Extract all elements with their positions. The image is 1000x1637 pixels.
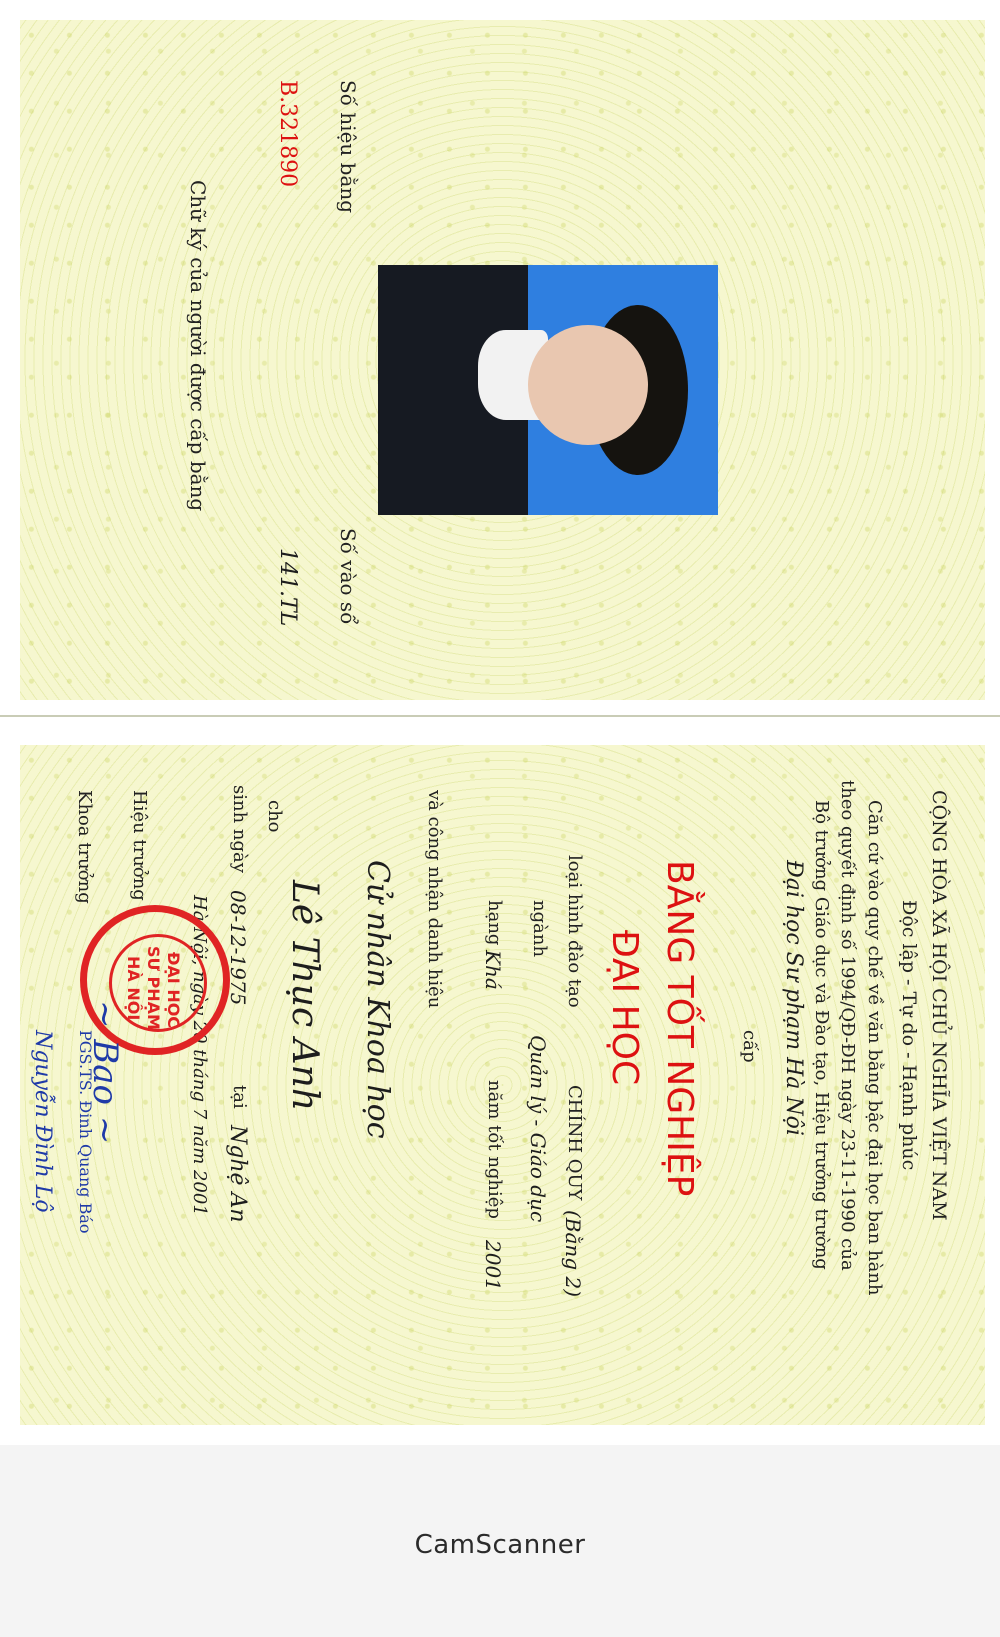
- signer-name: PGS.TS. Đinh Quang Báo: [76, 1030, 95, 1234]
- portrait-photo: [378, 265, 718, 515]
- principal-signature: ~ Bao ~: [85, 1000, 125, 1145]
- camscanner-brand: CamScanner: [414, 1530, 586, 1560]
- loai-hinh-note: (Bằng 2): [561, 1210, 585, 1297]
- diploma-title: BẰNG TỐT NGHIỆP: [659, 860, 700, 1197]
- legal-line-3: Bộ trưởng Giáo dục và Đào tạo, Hiệu trưởng trường: [811, 800, 832, 1270]
- cap-label: cấp: [739, 1030, 760, 1063]
- seal-line-1: ĐẠI HỌC: [164, 952, 183, 1029]
- noi-sinh-value: Nghệ An: [225, 1125, 250, 1223]
- danh-hieu-value: Cử nhân Khoa học: [360, 860, 395, 1139]
- loai-hinh-value: CHÍNH QUY: [564, 1085, 585, 1201]
- so-hieu-label: Số hiệu bằng: [336, 80, 360, 214]
- page-fold: [0, 715, 1000, 717]
- hieu-truong-label: Hiệu trưởng: [129, 790, 150, 901]
- chu-ky-label: Chữ ký của người được cấp bằng: [186, 180, 210, 512]
- diploma-subtitle: ĐẠI HỌC: [604, 930, 645, 1086]
- recipient-name: Lê Thục Anh: [284, 880, 325, 1112]
- loai-hinh-label: loại hình đào tạo: [564, 855, 585, 1008]
- sinh-ngay-label: sinh ngày: [229, 785, 250, 873]
- school-name: Đại học Sư phạm Hà Nội: [781, 860, 806, 1136]
- legal-line-2: theo quyết định số 1994/QĐ-ĐH ngày 23-11-1990 của: [837, 780, 858, 1271]
- tai-label: tại: [229, 1085, 250, 1109]
- so-vao-so-label: Số vào sổ: [336, 528, 360, 625]
- so-hieu-value: B.321890: [275, 80, 300, 188]
- nganh-label: ngành: [529, 900, 550, 958]
- khoa-truong-label: Khoa trưởng: [74, 790, 95, 904]
- place-date: Hà Nội, ngày 20 tháng 7 năm 2001: [189, 895, 210, 1216]
- motto: Độc lập - Tự do - Hạnh phúc: [898, 900, 920, 1171]
- nam-tot-nghiep-value: 2001: [481, 1240, 505, 1291]
- hang-label: hạng: [484, 900, 505, 946]
- sinh-ngay-value: 08-12-1975: [226, 890, 250, 1006]
- cong-nhan-label: và công nhận danh hiệu: [424, 790, 445, 1009]
- nganh-value: Quản lý - Giáo dục: [526, 1035, 550, 1223]
- hang-value: Khá: [481, 950, 505, 990]
- legal-line-1: Căn cứ vào quy chế về văn bằng bậc đại học ban hành: [864, 800, 885, 1296]
- so-vao-so-value: 141.TL: [275, 548, 300, 627]
- dean-name: Nguyễn Đình Lộ: [30, 1030, 55, 1213]
- cho-label: cho: [264, 800, 285, 833]
- seal-line-3: HÀ NỘI: [124, 956, 143, 1021]
- seal-line-2: SƯ PHẠM: [144, 946, 163, 1030]
- nation-header: CỘNG HÒA XÃ HỘI CHỦ NGHĨA VIỆT NAM: [928, 790, 950, 1221]
- nam-tot-nghiep-label: năm tốt nghiệp: [484, 1080, 505, 1219]
